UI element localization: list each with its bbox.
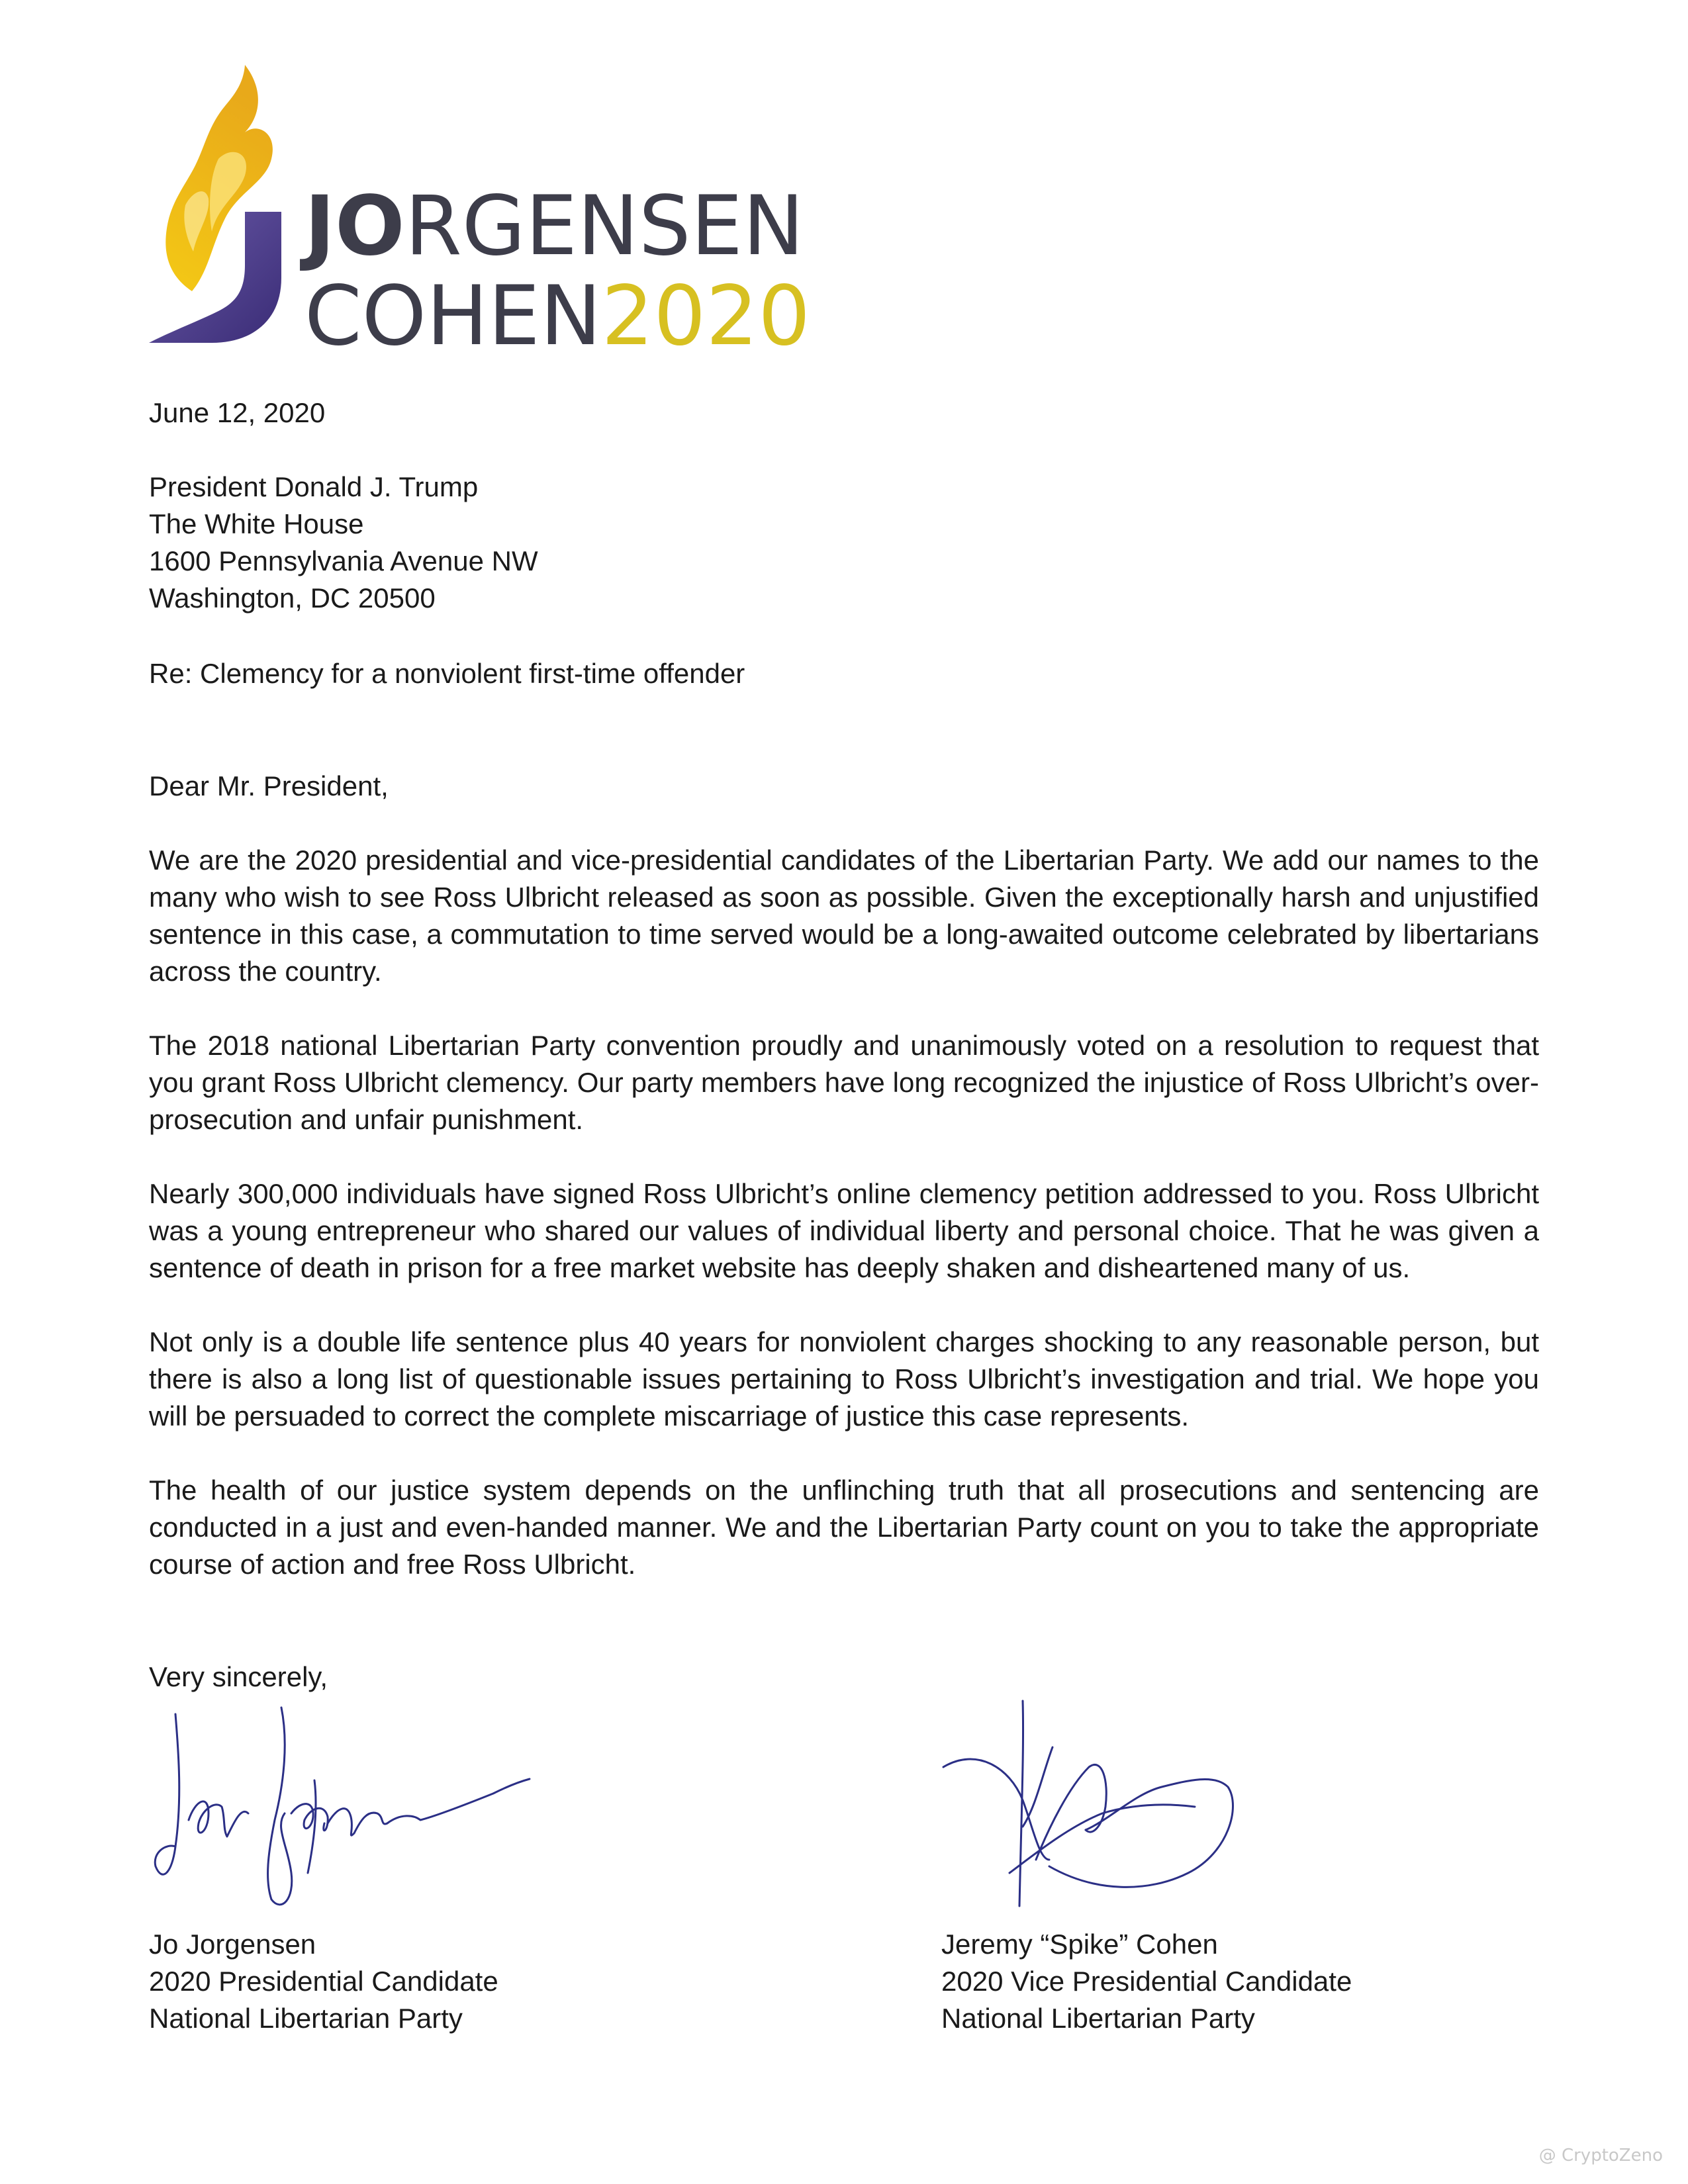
- logo-year: 2020: [601, 269, 811, 364]
- logo-line-jorgensen: [305, 179, 810, 274]
- campaign-letterhead: [146, 60, 811, 364]
- logo-rgensen: RGENSEN: [404, 179, 804, 274]
- watermark-text: @ CryptoZeno: [1538, 2146, 1663, 2165]
- body-paragraph: The health of our justice system depends on the unflinching truth that all prosecutions and sentencing are conducted in a just and even-handed manner. We and the Libertarian Party count on you to take the appropriate course of action and free Ross Ulbricht.: [149, 1475, 1539, 1580]
- signatory-name: Jeremy “Spike” Cohen: [941, 1929, 1218, 1960]
- signatory-title: 2020 Presidential Candidate: [149, 1966, 498, 1997]
- body-paragraph: Nearly 300,000 individuals have signed Ross Ulbricht’s online clemency petition addressed to you. Ross Ulbricht was a young entrepreneur who shared our values of individual liberty and personal choice. That he was given a sentence of death in prison for a free market website has deeply shaken and disheartened many of us.: [149, 1178, 1539, 1283]
- signatory-organization: National Libertarian Party: [149, 2003, 463, 2034]
- closing: Very sincerely,: [149, 1661, 328, 1692]
- subject-line: Re: Clemency for a nonviolent first-time offender: [149, 658, 745, 689]
- address-line: The White House: [149, 508, 364, 539]
- address-line: 1600 Pennsylvania Avenue NW: [149, 545, 538, 576]
- cohen-signature: [937, 1694, 1248, 1919]
- address-line: Washington, DC 20500: [149, 582, 436, 614]
- body-paragraph: We are the 2020 presidential and vice-presidential candidates of the Libertarian Party. We add our names to the many who wish to see Ross Ulbricht released as soon as possible. Given the exceptionally harsh and unjustified sentence in this case, a commutation to time served would be a long-awaited outcome celebrated by libertarians across the country.: [149, 844, 1539, 987]
- logo-line-cohen: [305, 269, 811, 364]
- flame-j-logo-icon: [146, 60, 298, 344]
- logo-jo-bold: JO: [305, 179, 405, 274]
- body-paragraph: Not only is a double life sentence plus 40 years for nonviolent charges shocking to any reasonable person, but there is also a long list of questionable issues pertaining to Ross Ulbricht’s investigation and trial. We hope you will be persuaded to correct the complete miscarriage of justice this case represents.: [149, 1326, 1539, 1432]
- signatory-title: 2020 Vice President‌ial Candidate: [941, 1966, 1352, 1997]
- recipient-address: [149, 469, 1539, 617]
- jorgensen-signature: [149, 1701, 546, 1919]
- salutation: Dear Mr. President,: [149, 770, 389, 801]
- signatory-name: Jo Jorgensen: [149, 1929, 316, 1960]
- signatory-jorgensen: [149, 1926, 498, 2037]
- logo-cohen: COHEN: [305, 269, 602, 364]
- address-line: President Donald J. Trump: [149, 471, 479, 502]
- signatory-cohen: [941, 1926, 1352, 2037]
- body-paragraph: The 2018 national Libertarian Party convention proudly and unanimously voted on a resolution to request that you grant Ross Ulbricht clemency. Our party members have long recognized the injustice of Ross Ulbricht’s over-prosecution and unfair punishment.: [149, 1030, 1539, 1135]
- letter-date: June 12, 2020: [149, 397, 326, 428]
- signatory-organization: National Libertarian Party: [941, 2003, 1255, 2034]
- logo-wordmark: [305, 179, 811, 364]
